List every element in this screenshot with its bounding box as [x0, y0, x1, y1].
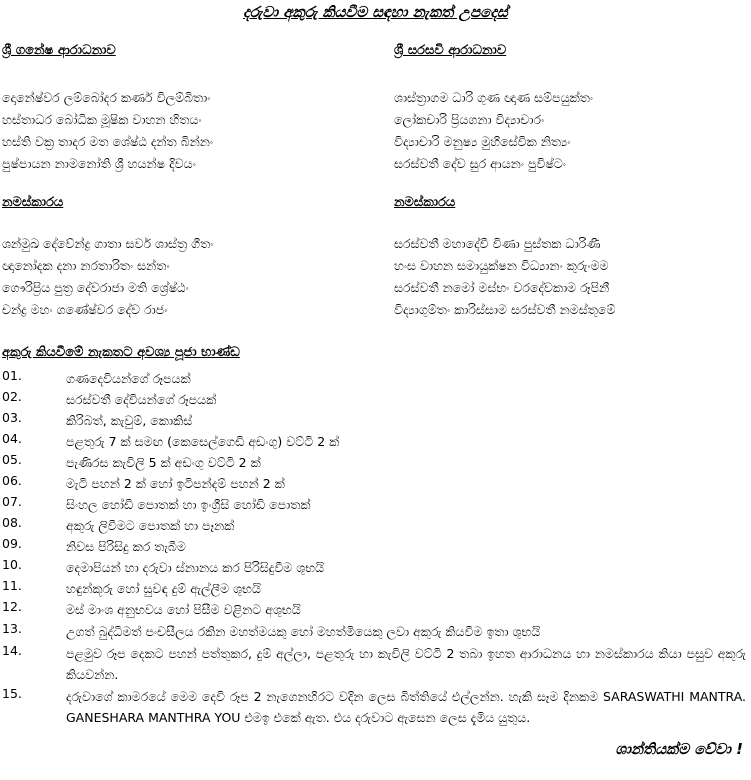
item-number: 02.	[2, 389, 22, 404]
ganesha-line: දොනේෂ්වර ලම්බෝදර කර්ණ විලම්බිතාං	[2, 90, 211, 105]
closing-blessing: ශාන්තියක්ම වේවා !	[615, 740, 743, 758]
ganesha-namaskara-heading: නමස්කාරය	[2, 195, 64, 210]
saraswathi-line: ශාස්ත්‍රාගම ධාරි ගුණ ඥාණ සම්පයුක්තං	[394, 90, 594, 105]
ganesha-namaskara-verse	[2, 233, 213, 321]
item-number: 01.	[2, 368, 22, 383]
item-number: 09.	[2, 536, 22, 551]
item-number: 10.	[2, 557, 22, 572]
item-number: 15.	[2, 686, 22, 701]
page-title: දරුවා අකුරු කියවීම සඳහා නැකත් උපදෙස්	[243, 3, 508, 21]
saraswathi-line: විද්‍යාචාරි මනුෂ්‍ය මුහිසේවික නිත්‍යං	[394, 134, 571, 149]
ganesha-namaskara-line: චන්ද්‍ර මහං ගණේෂ්වර දේව රාජං	[2, 302, 168, 317]
saraswathi-heading: ශ්‍රී සරසවි ආරාධනාව	[394, 43, 507, 58]
item-text: උගත් බුද්ධිමත් පංචසීලය රකින මහත්මයකු හෝ මහත්මියෙකු ලවා අකුරු කියවීම ඉතා ශුභයි	[66, 624, 541, 639]
item-number: 08.	[2, 515, 22, 530]
item-number: 11.	[2, 578, 22, 593]
item-text: සරස්වතී දේවියන්ගේ රූපයක්	[66, 392, 217, 407]
item-text: නිවස පිරිසිදු කර තැබීම	[66, 539, 186, 554]
item-text: පළතුරු 7 ක් සමඟ (කෙසෙල්ගෙඩි අඩංගු) වට්ටි 2 ක්	[66, 434, 340, 449]
item-text: දරුවාගේ කාමරයේ මෙම දෙවි රූප 2 නැගෙනහිරට වදින ලෙස බිත්තියේ එල්ලන්න. හැකි සෑම දිනකම SARASWATHI MANTRA. GANESHARA MANTHRA YOU එමඉ එකේ ඇත. එය දරුවාට ඇසෙන ලෙස දැමිය යුතුය.	[66, 689, 746, 725]
ganesha-namaskara-line: ගෞරිප්‍රිය පුත්‍ර දේවරාජා මති ශ්‍රේෂ්ඨං	[2, 280, 189, 295]
ganesha-namaskara-line: ශන්මුඛ දේවේන්ද්‍ර ගාතා සර්ව ශාස්ත්‍ර ගීතං	[2, 236, 214, 251]
item-text: හඳුන්කූරු හෝ සුවඳ දුම් ඇල්ලීම ශුභයි	[66, 581, 261, 596]
saraswathi-line: ලෝකචාරි ප්‍රියගනා විද්‍යාචාරං	[394, 112, 545, 127]
item-number: 05.	[2, 452, 22, 467]
item-text: මැටි පහන් 2 ක් හෝ ඉටිපන්දම් පහන් 2 ක්	[66, 476, 285, 491]
item-text: අකුරු ලිවීමට පොතක් හා පෑනක්	[66, 518, 235, 533]
ganesha-namaskara-line: ඥානෝදක දනා නරතාරිතං සන්තං	[2, 258, 170, 273]
saraswathi-namaskara-line: හංස වාහන සමායුක්ෂන විධ්‍යානං කුරුංමම	[394, 258, 609, 273]
item-number: 03.	[2, 410, 22, 425]
saraswathi-namaskara-heading: නමස්කාරය	[394, 195, 456, 210]
item-number: 04.	[2, 431, 22, 446]
saraswathi-namaskara-line: සරස්වතී නමෝ මස්භං වරදේවකාම රූපිනී	[394, 280, 610, 295]
ganesha-line: හස්තාධර බෝධික මූෂික වාහන හිතයං	[2, 112, 202, 127]
ganesha-line: පුෂ්පායන නාමනෝති ශ්‍රී හයන්ෂ දිවයං	[2, 156, 196, 171]
item-number: 06.	[2, 473, 22, 488]
saraswathi-namaskara-line: සරස්වතී මහාදේවී විණා පුස්තක ධාරිණී	[394, 236, 601, 251]
items-heading: අකුරු කියවීමේ නැකතට අවශ්‍ය පූජා භාණ්ඩ	[2, 345, 240, 360]
ganesha-line: හස්ති වක්‍ර තාදර මත ශේෂ්ඨ දන්ත බින්නං	[2, 134, 214, 149]
saraswathi-line: සරස්වතී දේව සුර ආයනං පුවිෂ්ටං	[394, 156, 567, 171]
item-text: පැණිරස කැවිලි 5 ක් අඩංගු වට්ටි 2 ක්	[66, 455, 261, 470]
ganesha-heading: ශ්‍රී ගනේෂ ආරාධනාව	[2, 43, 116, 58]
item-text: දෙමාපියන් හා දරුවා ස්නානය කර පිරිසිදුවීම ශුභයි	[66, 560, 325, 575]
item-text: සිංහල හෝඩි පොතක් හා ඉංග්‍රීසි හෝඩි පොතක්	[66, 497, 311, 512]
item-number: 14.	[2, 643, 22, 658]
saraswathi-namaskara-line: විද්‍යාගුම්තං කාරිස්සාම සරස්වතී නමස්තුමේ	[394, 302, 616, 317]
saraswathi-namaskara-verse	[394, 233, 615, 321]
ganesha-verse	[2, 87, 213, 175]
item-number: 12.	[2, 599, 22, 614]
item-number: 13.	[2, 621, 22, 636]
saraswathi-verse	[394, 87, 593, 175]
item-text: පළමුව රූප දෙකට පහන් පත්තුකර, දුම් අල්ලා, පළතුරු හා කැවිලි වට්ටි 2 තබා ඉහත ආරාධනය හා නමස්කාරය කියා පසුව අකුරු කියවන්න.	[66, 646, 746, 682]
item-number: 07.	[2, 494, 22, 509]
item-text: ගණදෙවියන්ගේ රූපයක්	[66, 371, 191, 386]
item-text: කිරිබත්, කැවුම්, කොකිස්	[66, 413, 193, 428]
item-text: මස් මාංශ අනුභවය හෝ පිසීම වළිනට අශුභයි	[66, 602, 301, 617]
